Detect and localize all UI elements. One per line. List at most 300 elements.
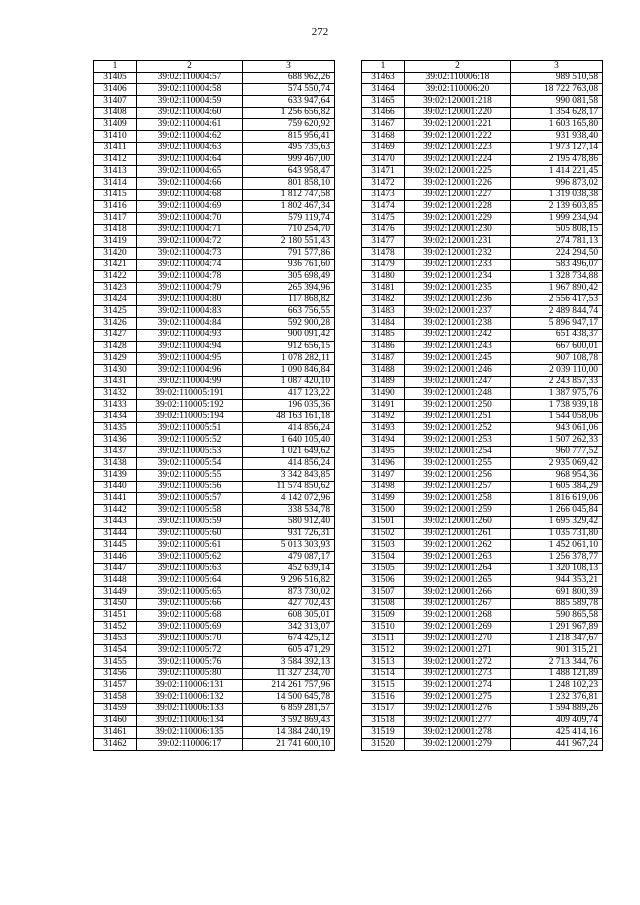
cadastral-value: 1 021 649,62 — [243, 446, 335, 458]
cadastral-number: 39:02:110004:62 — [137, 131, 243, 143]
cadastral-number: 39:02:120001:250 — [405, 399, 511, 411]
cadastral-number: 39:02:110004:64 — [137, 154, 243, 166]
cadastral-number: 39:02:110005:51 — [137, 423, 243, 435]
row-number: 31438 — [94, 458, 137, 470]
cadastral-value: 3 342 843,85 — [243, 470, 335, 482]
cadastral-value: 117 868,82 — [243, 294, 335, 306]
cadastral-number: 39:02:120001:246 — [405, 364, 511, 376]
row-number: 31413 — [94, 166, 137, 178]
row-number: 31408 — [94, 107, 137, 119]
cadastral-number: 39:02:110005:194 — [137, 411, 243, 423]
table-row — [94, 505, 335, 517]
row-number: 31416 — [94, 201, 137, 213]
table-row — [94, 540, 335, 552]
cadastral-value: 18 722 763,08 — [511, 84, 603, 96]
table-row — [94, 318, 335, 330]
table-row — [94, 435, 335, 447]
row-number: 31450 — [94, 598, 137, 610]
row-number: 31426 — [94, 318, 137, 330]
table-row — [362, 586, 603, 598]
table-row — [362, 259, 603, 271]
table-row — [94, 516, 335, 528]
cadastral-value: 1 328 734,88 — [511, 271, 603, 283]
table-row — [362, 399, 603, 411]
cadastral-number: 39:02:110004:65 — [137, 166, 243, 178]
table-row — [362, 540, 603, 552]
table-row — [94, 96, 335, 108]
cadastral-number: 39:02:110005:55 — [137, 470, 243, 482]
cadastral-value: 1 812 747,58 — [243, 189, 335, 201]
cadastral-value: 1 802 467,34 — [243, 201, 335, 213]
cadastral-number: 39:02:110005:65 — [137, 586, 243, 598]
cadastral-number: 39:02:110006:18 — [405, 72, 511, 84]
row-number: 31489 — [362, 376, 405, 388]
cadastral-value: 11 574 850,62 — [243, 481, 335, 493]
row-number: 31466 — [362, 107, 405, 119]
row-number: 31422 — [94, 271, 137, 283]
cadastral-number: 39:02:110004:57 — [137, 72, 243, 84]
table-row — [362, 119, 603, 131]
row-number: 31431 — [94, 376, 137, 388]
cadastral-number: 39:02:120001:247 — [405, 376, 511, 388]
row-number: 31444 — [94, 528, 137, 540]
row-number: 31455 — [94, 657, 137, 669]
row-number: 31461 — [94, 727, 137, 739]
table-row — [94, 668, 335, 680]
table-row — [362, 388, 603, 400]
cadastral-number: 39:02:110004:71 — [137, 224, 243, 236]
cadastral-value: 6 859 281,57 — [243, 703, 335, 715]
cadastral-number: 39:02:120001:273 — [405, 668, 511, 680]
table-row — [362, 364, 603, 376]
cadastral-number: 39:02:120001:276 — [405, 703, 511, 715]
row-number: 31435 — [94, 423, 137, 435]
row-number: 31418 — [94, 224, 137, 236]
cadastral-value: 651 438,37 — [511, 329, 603, 341]
row-number: 31509 — [362, 610, 405, 622]
row-number: 31492 — [362, 411, 405, 423]
page-number: 272 — [311, 26, 329, 38]
cadastral-value: 1 232 376,81 — [511, 692, 603, 704]
cadastral-value: 1 544 058,06 — [511, 411, 603, 423]
table-row — [362, 201, 603, 213]
cadastral-value: 1 248 102,23 — [511, 680, 603, 692]
table-row — [362, 727, 603, 739]
table-row — [362, 645, 603, 657]
row-number: 31510 — [362, 622, 405, 634]
row-number: 31415 — [94, 189, 137, 201]
row-number: 31429 — [94, 353, 137, 365]
row-number: 31452 — [94, 622, 137, 634]
row-number: 31516 — [362, 692, 405, 704]
row-number: 31434 — [94, 411, 137, 423]
table-row — [94, 131, 335, 143]
table-row — [94, 575, 335, 587]
table-row — [362, 622, 603, 634]
cadastral-number: 39:02:110005:72 — [137, 645, 243, 657]
cadastral-number: 39:02:120001:220 — [405, 107, 511, 119]
cadastral-number: 39:02:110004:96 — [137, 364, 243, 376]
cadastral-number: 39:02:120001:234 — [405, 271, 511, 283]
cadastral-value: 1 320 108,13 — [511, 563, 603, 575]
table-row — [362, 458, 603, 470]
cadastral-value: 441 967,24 — [511, 738, 603, 750]
cadastral-number: 39:02:110004:61 — [137, 119, 243, 131]
row-number: 31443 — [94, 516, 137, 528]
cadastral-value: 2 139 603,85 — [511, 201, 603, 213]
cadastral-value: 2 180 551,43 — [243, 236, 335, 248]
cadastral-value: 1 035 731,80 — [511, 528, 603, 540]
cadastral-value: 674 425,12 — [243, 633, 335, 645]
row-number: 31446 — [94, 551, 137, 563]
cadastral-value: 417 123,22 — [243, 388, 335, 400]
cadastral-value: 608 305,01 — [243, 610, 335, 622]
table-row — [362, 283, 603, 295]
cadastral-number: 39:02:110006:20 — [405, 84, 511, 96]
cadastral-value: 1 452 061,10 — [511, 540, 603, 552]
cadastral-value: 574 550,74 — [243, 84, 335, 96]
cadastral-value: 1 256 656,82 — [243, 107, 335, 119]
cadastral-number: 39:02:110005:52 — [137, 435, 243, 447]
table-row — [362, 528, 603, 540]
table-row — [362, 107, 603, 119]
cadastral-number: 39:02:120001:231 — [405, 236, 511, 248]
cadastral-number: 39:02:110004:59 — [137, 96, 243, 108]
row-number: 31515 — [362, 680, 405, 692]
cadastral-value: 414 856,24 — [243, 423, 335, 435]
cadastral-number: 39:02:110004:58 — [137, 84, 243, 96]
row-number: 31495 — [362, 446, 405, 458]
table-row — [362, 493, 603, 505]
cadastral-number: 39:02:110006:131 — [137, 680, 243, 692]
cadastral-number: 39:02:120001:277 — [405, 715, 511, 727]
cadastral-value: 305 698,49 — [243, 271, 335, 283]
cadastral-value: 931 938,40 — [511, 131, 603, 143]
table-row — [94, 329, 335, 341]
cadastral-value: 425 414,16 — [511, 727, 603, 739]
table-row — [362, 177, 603, 189]
row-number: 31464 — [362, 84, 405, 96]
table-row — [94, 633, 335, 645]
cadastral-number: 39:02:110005:70 — [137, 633, 243, 645]
row-number: 31478 — [362, 248, 405, 260]
cadastral-value: 901 315,21 — [511, 645, 603, 657]
cadastral-value: 1 507 262,33 — [511, 435, 603, 447]
row-number: 31424 — [94, 294, 137, 306]
table-left — [93, 60, 335, 751]
table-row — [362, 166, 603, 178]
cadastral-number: 39:02:120001:228 — [405, 201, 511, 213]
cadastral-value: 1 594 889,26 — [511, 703, 603, 715]
cadastral-number: 39:02:120001:237 — [405, 306, 511, 318]
cadastral-value: 1 695 329,42 — [511, 516, 603, 528]
cadastral-value: 580 912,40 — [243, 516, 335, 528]
cadastral-number: 39:02:120001:232 — [405, 248, 511, 260]
cadastral-value: 691 800,39 — [511, 586, 603, 598]
cadastral-number: 39:02:120001:265 — [405, 575, 511, 587]
table-row — [94, 166, 335, 178]
table-row — [94, 458, 335, 470]
cadastral-number: 39:02:120001:229 — [405, 212, 511, 224]
row-number: 31407 — [94, 96, 137, 108]
table-row — [94, 551, 335, 563]
cadastral-number: 39:02:110005:53 — [137, 446, 243, 458]
row-number: 31494 — [362, 435, 405, 447]
row-number: 31460 — [94, 715, 137, 727]
cadastral-value: 1 640 105,40 — [243, 435, 335, 447]
table-row — [94, 271, 335, 283]
table-row — [94, 622, 335, 634]
cadastral-value: 4 142 072,96 — [243, 493, 335, 505]
cadastral-value: 1 738 939,18 — [511, 399, 603, 411]
cadastral-number: 39:02:110004:70 — [137, 212, 243, 224]
row-number: 31481 — [362, 283, 405, 295]
row-number: 31420 — [94, 248, 137, 260]
table-row — [362, 376, 603, 388]
table-row — [362, 236, 603, 248]
table-row — [94, 236, 335, 248]
table-row — [94, 376, 335, 388]
cadastral-number: 39:02:110004:68 — [137, 189, 243, 201]
row-number: 31439 — [94, 470, 137, 482]
row-number: 31519 — [362, 727, 405, 739]
table-row — [94, 610, 335, 622]
cadastral-value: 759 620,92 — [243, 119, 335, 131]
cadastral-number: 39:02:120001:222 — [405, 131, 511, 143]
cadastral-number: 39:02:110005:69 — [137, 622, 243, 634]
column-header: 3 — [511, 61, 603, 73]
table-row — [94, 259, 335, 271]
cadastral-value: 427 702,43 — [243, 598, 335, 610]
cadastral-value: 931 726,31 — [243, 528, 335, 540]
cadastral-number: 39:02:120001:269 — [405, 622, 511, 634]
cadastral-number: 39:02:110005:61 — [137, 540, 243, 552]
cadastral-number: 39:02:120001:226 — [405, 177, 511, 189]
row-number: 31441 — [94, 493, 137, 505]
cadastral-number: 39:02:120001:272 — [405, 657, 511, 669]
cadastral-value: 1 087 420,10 — [243, 376, 335, 388]
cadastral-value: 688 962,26 — [243, 72, 335, 84]
row-number: 31442 — [94, 505, 137, 517]
row-number: 31497 — [362, 470, 405, 482]
table-row — [362, 435, 603, 447]
row-number: 31513 — [362, 657, 405, 669]
cadastral-number: 39:02:120001:225 — [405, 166, 511, 178]
table-row — [362, 680, 603, 692]
cadastral-value: 996 873,02 — [511, 177, 603, 189]
cadastral-number: 39:02:120001:257 — [405, 481, 511, 493]
row-number: 31459 — [94, 703, 137, 715]
cadastral-value: 495 735,63 — [243, 142, 335, 154]
cadastral-number: 39:02:120001:221 — [405, 119, 511, 131]
row-number: 31445 — [94, 540, 137, 552]
cadastral-value: 1 816 619,06 — [511, 493, 603, 505]
cadastral-number: 39:02:120001:263 — [405, 551, 511, 563]
cadastral-number: 39:02:120001:275 — [405, 692, 511, 704]
cadastral-value: 274 781,13 — [511, 236, 603, 248]
cadastral-value: 791 577,86 — [243, 248, 335, 260]
table-row — [362, 738, 603, 750]
row-number: 31456 — [94, 668, 137, 680]
table-row — [362, 224, 603, 236]
cadastral-number: 39:02:120001:238 — [405, 318, 511, 330]
cadastral-value: 21 741 600,10 — [243, 738, 335, 750]
row-number: 31453 — [94, 633, 137, 645]
row-number: 31470 — [362, 154, 405, 166]
cadastral-number: 39:02:110004:83 — [137, 306, 243, 318]
column-header: 2 — [137, 61, 243, 73]
cadastral-value: 1 999 234,94 — [511, 212, 603, 224]
cadastral-value: 1 078 282,11 — [243, 353, 335, 365]
cadastral-value: 5 013 303,93 — [243, 540, 335, 552]
table-row — [362, 505, 603, 517]
cadastral-number: 39:02:110005:80 — [137, 668, 243, 680]
table-row — [362, 481, 603, 493]
row-number: 31409 — [94, 119, 137, 131]
cadastral-number: 39:02:120001:224 — [405, 154, 511, 166]
cadastral-number: 39:02:110005:191 — [137, 388, 243, 400]
cadastral-number: 39:02:120001:279 — [405, 738, 511, 750]
cadastral-number: 39:02:120001:274 — [405, 680, 511, 692]
row-number: 31432 — [94, 388, 137, 400]
row-number: 31475 — [362, 212, 405, 224]
row-number: 31405 — [94, 72, 137, 84]
cadastral-value: 342 313,07 — [243, 622, 335, 634]
row-number: 31421 — [94, 259, 137, 271]
cadastral-number: 39:02:110004:99 — [137, 376, 243, 388]
cadastral-value: 1 605 384,29 — [511, 481, 603, 493]
cadastral-value: 663 756,55 — [243, 306, 335, 318]
table-row — [94, 657, 335, 669]
table-row — [362, 329, 603, 341]
cadastral-value: 999 467,00 — [243, 154, 335, 166]
cadastral-number: 39:02:120001:235 — [405, 283, 511, 295]
row-number: 31447 — [94, 563, 137, 575]
row-number: 31517 — [362, 703, 405, 715]
cadastral-value: 2 713 344,76 — [511, 657, 603, 669]
table-row — [94, 142, 335, 154]
row-number: 31486 — [362, 341, 405, 353]
table-row — [362, 72, 603, 84]
cadastral-value: 11 327 234,70 — [243, 668, 335, 680]
cadastral-number: 39:02:110004:66 — [137, 177, 243, 189]
table-row — [362, 318, 603, 330]
cadastral-number: 39:02:110005:54 — [137, 458, 243, 470]
cadastral-number: 39:02:110004:63 — [137, 142, 243, 154]
cadastral-number: 39:02:110006:17 — [137, 738, 243, 750]
cadastral-value: 1 291 967,89 — [511, 622, 603, 634]
table-row — [362, 154, 603, 166]
cadastral-value: 2 935 069,42 — [511, 458, 603, 470]
cadastral-value: 667 600,01 — [511, 341, 603, 353]
table-row — [94, 703, 335, 715]
row-number: 31433 — [94, 399, 137, 411]
row-number: 31411 — [94, 142, 137, 154]
cadastral-number: 39:02:110005:62 — [137, 551, 243, 563]
row-number: 31423 — [94, 283, 137, 295]
cadastral-number: 39:02:120001:264 — [405, 563, 511, 575]
cadastral-number: 39:02:110004:60 — [137, 107, 243, 119]
row-number: 31511 — [362, 633, 405, 645]
table-row — [94, 212, 335, 224]
row-number: 31501 — [362, 516, 405, 528]
row-number: 31473 — [362, 189, 405, 201]
cadastral-value: 1 090 846,84 — [243, 364, 335, 376]
row-number: 31491 — [362, 399, 405, 411]
cadastral-value: 885 589,78 — [511, 598, 603, 610]
row-number: 31472 — [362, 177, 405, 189]
cadastral-number: 39:02:110006:133 — [137, 703, 243, 715]
cadastral-number: 39:02:110004:80 — [137, 294, 243, 306]
table-row — [94, 201, 335, 213]
row-number: 31482 — [362, 294, 405, 306]
table-row — [362, 703, 603, 715]
row-number: 31476 — [362, 224, 405, 236]
cadastral-value: 989 510,58 — [511, 72, 603, 84]
table-row — [94, 119, 335, 131]
cadastral-value: 912 656,15 — [243, 341, 335, 353]
table-row — [94, 727, 335, 739]
cadastral-number: 39:02:110005:63 — [137, 563, 243, 575]
table-row — [94, 493, 335, 505]
table-row — [94, 528, 335, 540]
table-row — [94, 738, 335, 750]
row-number: 31448 — [94, 575, 137, 587]
cadastral-value: 2 489 844,74 — [511, 306, 603, 318]
table-row — [362, 294, 603, 306]
cadastral-value: 605 471,29 — [243, 645, 335, 657]
row-number: 31412 — [94, 154, 137, 166]
table-row — [94, 481, 335, 493]
cadastral-number: 39:02:120001:233 — [405, 259, 511, 271]
table-row — [362, 610, 603, 622]
cadastral-value: 1 488 121,89 — [511, 668, 603, 680]
table-row — [94, 446, 335, 458]
row-number: 31502 — [362, 528, 405, 540]
cadastral-value: 338 534,78 — [243, 505, 335, 517]
table-row — [362, 446, 603, 458]
cadastral-number: 39:02:110004:78 — [137, 271, 243, 283]
row-number: 31493 — [362, 423, 405, 435]
cadastral-value: 3 592 869,43 — [243, 715, 335, 727]
cadastral-number: 39:02:110005:57 — [137, 493, 243, 505]
table-row — [362, 551, 603, 563]
row-number: 31406 — [94, 84, 137, 96]
cadastral-number: 39:02:110005:192 — [137, 399, 243, 411]
cadastral-number: 39:02:110004:79 — [137, 283, 243, 295]
cadastral-number: 39:02:120001:223 — [405, 142, 511, 154]
cadastral-value: 505 808,15 — [511, 224, 603, 236]
cadastral-value: 409 409,74 — [511, 715, 603, 727]
row-number: 31474 — [362, 201, 405, 213]
table-row — [94, 84, 335, 96]
row-number: 31465 — [362, 96, 405, 108]
cadastral-value: 48 163 161,18 — [243, 411, 335, 423]
cadastral-value: 943 061,06 — [511, 423, 603, 435]
cadastral-number: 39:02:120001:252 — [405, 423, 511, 435]
table-row — [94, 154, 335, 166]
table-row — [362, 84, 603, 96]
cadastral-value: 1 266 045,84 — [511, 505, 603, 517]
cadastral-number: 39:02:120001:260 — [405, 516, 511, 528]
table-row — [94, 680, 335, 692]
cadastral-number: 39:02:120001:262 — [405, 540, 511, 552]
cadastral-number: 39:02:110004:69 — [137, 201, 243, 213]
cadastral-value: 815 956,41 — [243, 131, 335, 143]
cadastral-value: 2 243 857,33 — [511, 376, 603, 388]
cadastral-number: 39:02:120001:218 — [405, 96, 511, 108]
table-row — [362, 633, 603, 645]
